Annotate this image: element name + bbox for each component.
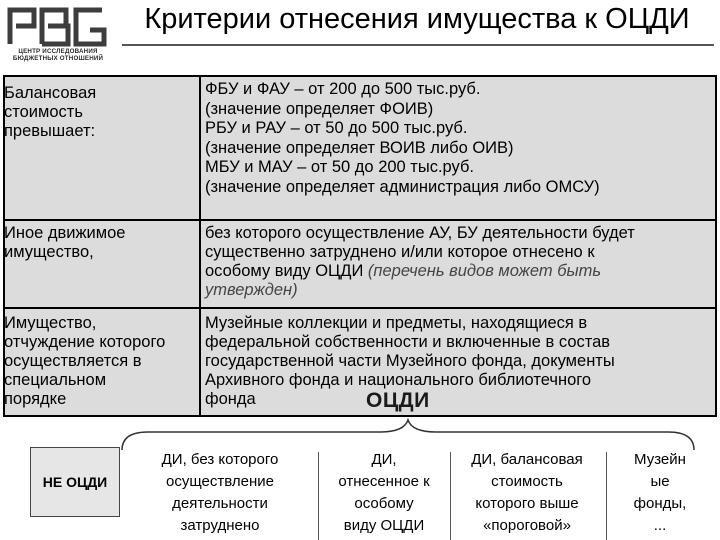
row-label-line: порядке [4,390,67,408]
category-line: ые [650,473,670,490]
category-line: «пороговой» [483,517,571,534]
page-title: Критерии отнесения имущества к ОЦДИ [144,3,690,35]
row-label-line: Балансовая [4,84,97,102]
row-content-line: РБУ и РАУ – от 50 до 500 тыс.руб. [205,119,468,137]
curly-brace-icon [118,418,698,452]
row-label-balance [4,84,194,141]
category-line: затруднено [180,517,260,534]
category-line: Музейн [634,451,686,468]
table-row-divider [3,307,717,309]
row-content-note: (перечень видов может быть [367,262,602,280]
category-separator [318,452,319,540]
logo-tagline-2: БЮДЖЕТНЫХ ОТНОШЕНИЙ [12,55,104,62]
not-ocdi-box: НЕ ОЦДИ [30,447,120,517]
row-content-line: (значение определяет администрация либо ОМСУ) [205,177,600,196]
category-line: которого выше [475,495,579,512]
category-item [140,449,300,537]
row-label-line: Иное движимое [4,224,126,242]
title-divider [122,44,714,46]
category-item [452,449,602,537]
row-content-line: (значение определяет ВОИВ либо ОИВ) [205,138,514,157]
category-line: фонды, [633,495,687,512]
category-line: ДИ, балансовая [471,451,583,468]
logo [4,4,112,66]
category-line: ... [653,517,667,534]
row-label-line: имущество, [4,243,94,261]
row-content-line: ФБУ и ФАУ – от 200 до 500 тыс.руб. [205,80,481,98]
category-line: отнесенное к [338,473,430,490]
table-column-divider [199,75,201,417]
row-content-line: федеральной собственности и включенные в состав [205,333,611,351]
row-content-line: Архивного фонда и национального библиотечного [205,371,592,389]
row-content-movable [205,224,715,300]
row-content-line: без которого осуществление АУ, БУ деятельности будет [205,224,635,242]
table-row-divider [3,219,717,221]
category-separator [450,452,451,540]
row-label-special [4,314,194,409]
row-label-line: осуществляется в [4,352,142,370]
row-content-line: МБУ и МАУ – от 50 до 200 тыс.руб. [205,158,475,176]
logo-mark-icon [4,4,112,48]
row-content-balance [205,80,715,197]
row-content-line [205,262,715,281]
row-label-line: превышает: [4,122,96,140]
category-item [322,449,446,537]
category-line: осуществление [166,473,274,490]
row-label-line: стоимость [4,103,83,121]
category-line: ДИ, без которого [161,451,279,468]
row-content-text: особому виду ОЦДИ [205,262,368,280]
row-label-line: специальном [4,371,107,389]
row-label-line: Имущество, [4,314,97,332]
category-line: особому [354,495,414,512]
row-label-movable [4,224,194,262]
row-content-line: фонда [205,390,256,408]
category-line: виду ОЦДИ [343,517,425,534]
category-line: стоимость [491,473,563,490]
ocdi-label: ОЦДИ [366,389,430,412]
row-content-line: Музейные коллекции и предметы, находящиеся в [205,314,588,332]
row-content-line: существенно затруднено и/или которое отнесено к [205,243,595,261]
row-content-note: утвержден) [205,281,298,299]
category-separator [606,452,607,540]
category-item [610,449,710,537]
row-content-line: (значение определяет ФОИВ) [205,99,434,118]
category-line: деятельности [172,495,268,512]
category-line: ДИ, [371,451,397,468]
row-label-line: отчуждение которого [4,333,166,351]
row-content-line: государственной части Музейного фонда, документы [205,352,615,370]
logo-tagline-1: ЦЕНТР ИССЛЕДОВАНИЯ [18,48,98,55]
row-content-special [205,314,715,409]
